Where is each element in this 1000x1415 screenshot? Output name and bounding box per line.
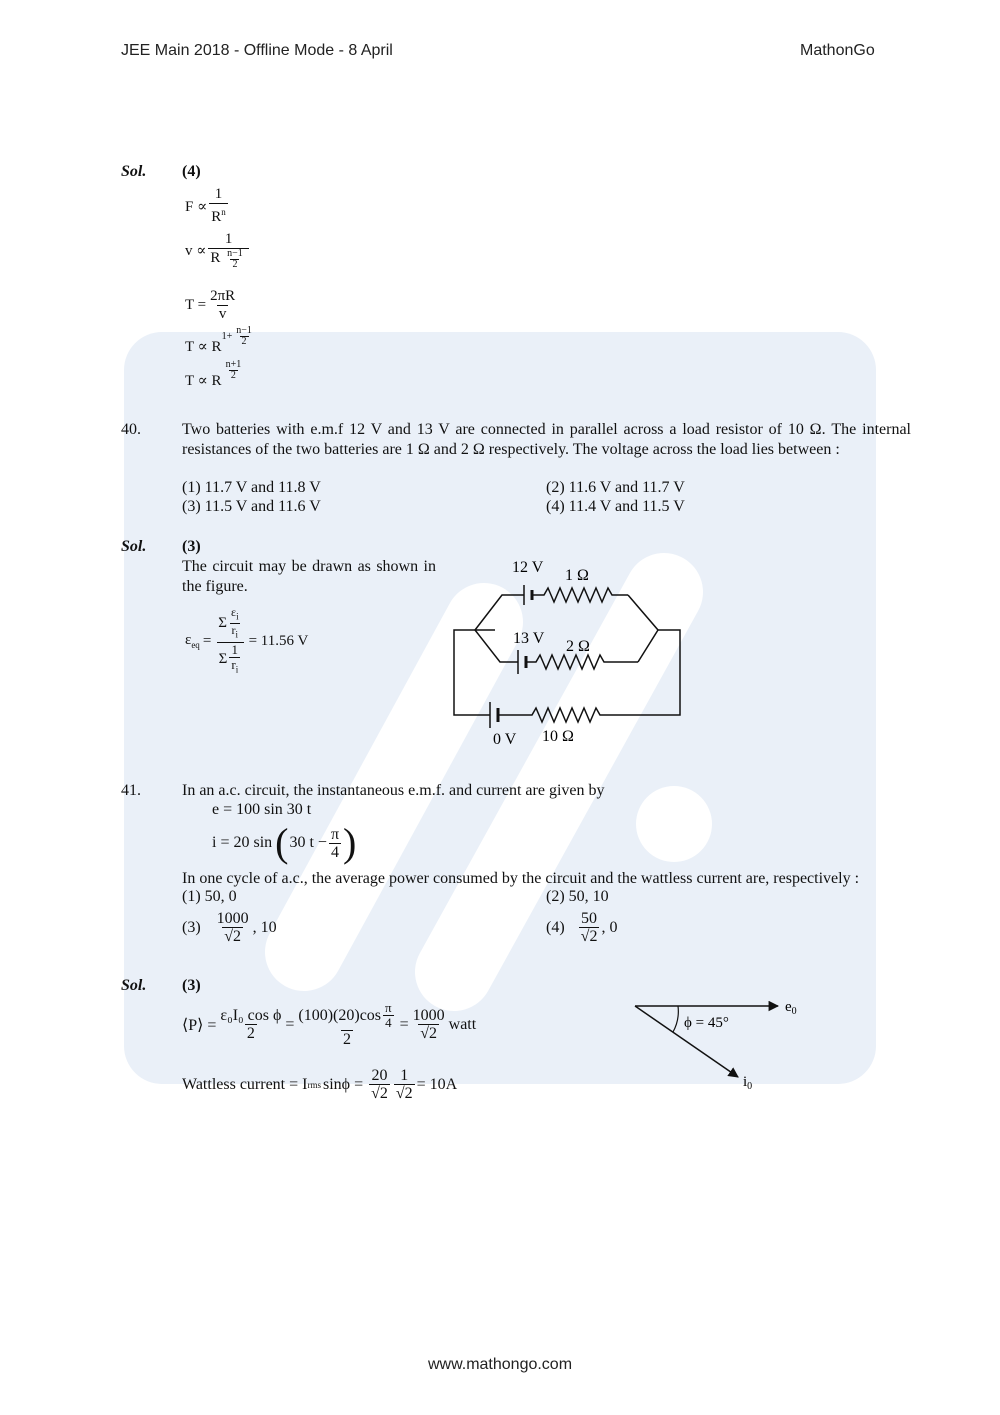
sol-label: Sol. (121, 163, 147, 180)
phasor-diagram (630, 995, 810, 1095)
phasor-angle-label: ϕ = 45° (684, 1015, 729, 1031)
question-number: 40. (121, 421, 141, 438)
sol-label: Sol. (121, 538, 147, 555)
header-title: JEE Main 2018 - Offline Mode - 8 April (121, 42, 393, 59)
header-brand: MathonGo (800, 42, 875, 59)
eq-period: T = $\frac{2\pi R}{v}$ (185, 288, 236, 322)
phasor-current-label: $i_0$ (743, 1074, 753, 1092)
eq-force-proportional: F ∝ $\frac{1}{R^n}$ (185, 186, 226, 225)
option-4: (4) 11.4 V and 11.5 V (546, 498, 685, 515)
resistor-10-ohm (498, 708, 603, 722)
sol-answer: (4) (182, 163, 201, 180)
resistor-1-ohm (532, 588, 628, 602)
option-1: (1) 50, 0 (182, 888, 237, 905)
label-10-ohm: 10 Ω (542, 728, 574, 745)
sol-text: The circuit may be drawn as shown in the figure. (182, 558, 436, 595)
label-2-ohm: 2 Ω (566, 638, 590, 655)
footer-url: www.mathongo.com (427, 1356, 573, 1373)
option-3: (3) 11.5 V and 11.6 V (182, 498, 321, 515)
circuit-wire-middle (475, 630, 518, 662)
option-1: (1) 11.7 V and 11.8 V (182, 479, 321, 496)
question-text: In an a.c. circuit, the instantaneous e.m.f. and current are given by (182, 782, 605, 799)
eq-period-proportional-1: T ∝ R 1+ $\frac{n-1}{2}$ (185, 325, 252, 355)
eq-equivalent-emf: $\varepsilon_{eq}$ = Σ $\frac{\varepsilon_i}{r_i}$ Σ $\frac{1}{r_i}$ = 11.56 V (185, 605, 309, 675)
label-12v: 12 V (512, 559, 544, 576)
sol-answer: (3) (182, 977, 201, 994)
circuit-wire-outer-right (603, 630, 680, 715)
question-text: Two batteries with e.m.f 12 V and 13 V are connected in parallel across a load resistor of 10 Ω. The internal resistances of the two batteries are 1 Ω and 2 Ω respectively. The voltage across the load lies between : (182, 421, 911, 458)
option-3: (3) $\frac{1000}{√2}$ , 10 (182, 910, 277, 945)
resistor-2-ohm (526, 655, 638, 669)
eq-average-power: ⟨P⟩ = $\frac{\text{ε₀I₀ cos ϕ}}{2}$ = (100)(20)cos $\frac{\pi}{4}$ 2 = $\frac{1000}{√2}$ watt (182, 1000, 477, 1048)
eq-velocity-proportional: v ∝ 1 R $\frac{n-1}{2}$ (185, 231, 251, 270)
option-4: (4) $\frac{50}{√2}$ , 0 (546, 910, 618, 945)
sol-answer: (3) (182, 538, 201, 555)
circuit-diagram (440, 552, 700, 752)
eq-wattless-current: Wattless current = I rms sinϕ = $\frac{20}{√2}$ $\frac{1}{√2}$ = 10A (182, 1067, 458, 1102)
question-number: 41. (121, 782, 141, 799)
label-0v: 0 V (493, 731, 517, 748)
option-2: (2) 50, 10 (546, 888, 609, 905)
eq-current: i = 20 sin ( 30 t − $\frac{\pi}{4}$ ) (212, 820, 357, 865)
label-13v: 13 V (513, 630, 545, 647)
circuit-wire-top (475, 595, 524, 630)
option-2: (2) 11.6 V and 11.7 V (546, 479, 685, 496)
sol-label: Sol. (121, 977, 147, 994)
eq-period-proportional-2: T ∝ R $\frac{n+1}{2}$ (185, 359, 242, 389)
label-1-ohm: 1 Ω (565, 567, 589, 584)
phasor-angle-arc (673, 1006, 678, 1032)
circuit-wire-outer (454, 630, 495, 715)
phasor-emf-label: $e_0$ (785, 999, 797, 1017)
eq-emf: e = 100 sin 30 t (212, 801, 312, 818)
question-text-2: In one cycle of a.c., the average power consumed by the circuit and the wattless current are, respectively : (182, 870, 860, 887)
